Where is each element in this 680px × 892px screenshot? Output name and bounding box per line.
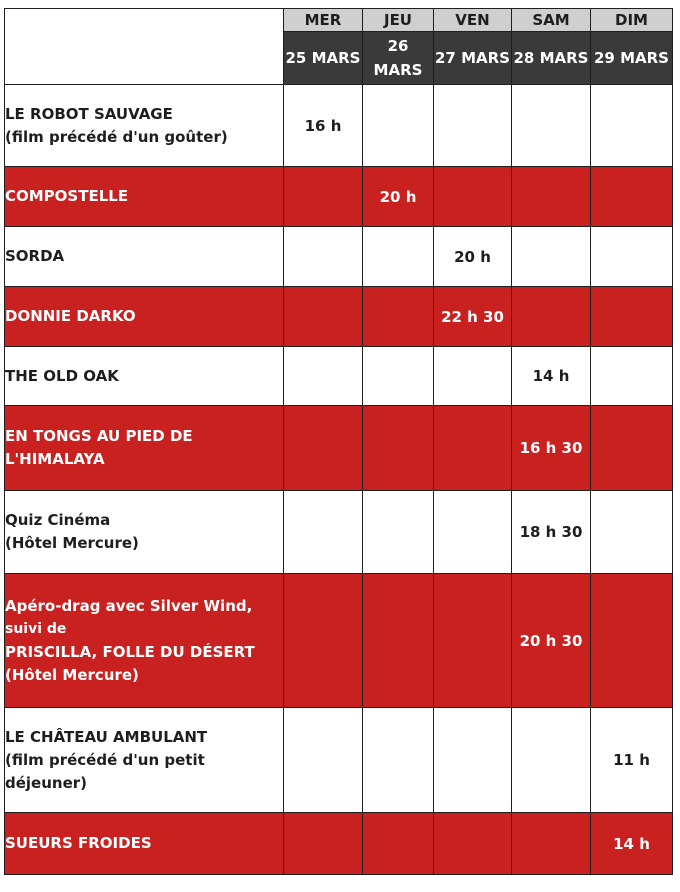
- showtime-cell: [284, 287, 363, 347]
- showtime-cell: [591, 227, 673, 287]
- showtime-cell: 16 h 30: [512, 406, 591, 491]
- film-title-line: COMPOSTELLE: [5, 187, 129, 205]
- showtime-cell: [284, 406, 363, 491]
- showtime-cell: [363, 85, 434, 167]
- showtime-cell: [363, 813, 434, 875]
- film-title-line: déjeuner): [5, 773, 88, 792]
- showtime-cell: [284, 813, 363, 875]
- film-title-line: SORDA: [5, 247, 65, 265]
- showtime-cell: 20 h: [363, 167, 434, 227]
- showtime-cell: [591, 287, 673, 347]
- day-date: 29 MARS: [591, 32, 673, 85]
- showtime-cell: 20 h: [434, 227, 512, 287]
- day-name: DIM: [591, 9, 673, 32]
- showtime-cell: [434, 813, 512, 875]
- film-title-line: (Hôtel Mercure): [5, 665, 139, 684]
- showtime-cell: [591, 347, 673, 406]
- film-title-line: EN TONGS AU PIED DE: [5, 427, 193, 445]
- film-title-cell: [5, 813, 284, 875]
- day-name: SAM: [512, 9, 591, 32]
- showtime-cell: [363, 347, 434, 406]
- film-title-cell: [5, 347, 284, 406]
- film-title-cell: [5, 85, 284, 167]
- showtime-cell: 16 h: [284, 85, 363, 167]
- header-corner: [5, 9, 284, 85]
- day-date: 26 MARS: [363, 32, 434, 85]
- showtime-cell: [591, 574, 673, 708]
- schedule-table: [4, 8, 673, 875]
- schedule-row: [5, 491, 673, 574]
- film-title-cell: [5, 708, 284, 813]
- film-title-line: THE OLD OAK: [5, 366, 119, 385]
- day-date: 28 MARS: [512, 32, 591, 85]
- film-title-line: (film précédé d'un petit: [5, 750, 205, 769]
- schedule-row: [5, 227, 673, 287]
- day-date: 25 MARS: [284, 32, 363, 85]
- film-title-line: Quiz Cinéma: [5, 511, 111, 529]
- showtime-cell: [284, 708, 363, 813]
- showtime-cell: [363, 227, 434, 287]
- showtime-cell: [363, 708, 434, 813]
- showtime-cell: [284, 347, 363, 406]
- showtime-cell: 22 h 30: [434, 287, 512, 347]
- schedule-row: [5, 813, 673, 875]
- showtime-cell: [591, 85, 673, 167]
- showtime-cell: [284, 227, 363, 287]
- showtime-cell: [591, 167, 673, 227]
- showtime-cell: [434, 406, 512, 491]
- film-title-cell: [5, 227, 284, 287]
- showtime-cell: [363, 406, 434, 491]
- film-title-line: (Hôtel Mercure): [5, 534, 139, 552]
- schedule-row: [5, 85, 673, 167]
- showtime-cell: [363, 574, 434, 708]
- film-title-cell: [5, 167, 284, 227]
- day-name: VEN: [434, 9, 512, 32]
- showtime-cell: [363, 491, 434, 574]
- schedule-row: [5, 347, 673, 406]
- day-name: MER: [284, 9, 363, 32]
- showtime-cell: [434, 167, 512, 227]
- showtime-cell: [434, 85, 512, 167]
- showtime-cell: 14 h: [591, 813, 673, 875]
- showtime-cell: [512, 287, 591, 347]
- day-name: JEU: [363, 9, 434, 32]
- schedule-row: [5, 708, 673, 813]
- showtime-cell: [512, 85, 591, 167]
- film-title-line: LE ROBOT SAUVAGE: [5, 104, 173, 123]
- schedule-row: [5, 406, 673, 491]
- day-date: 27 MARS: [434, 32, 512, 85]
- showtime-cell: [284, 491, 363, 574]
- schedule-row: [5, 167, 673, 227]
- film-title-line: (film précédé d'un goûter): [5, 127, 228, 146]
- showtime-cell: [512, 708, 591, 813]
- showtime-cell: [434, 491, 512, 574]
- showtime-cell: [284, 574, 363, 708]
- showtime-cell: [434, 574, 512, 708]
- showtime-cell: 18 h 30: [512, 491, 591, 574]
- showtime-cell: [591, 406, 673, 491]
- film-title-cell: [5, 491, 284, 574]
- film-title-line: Apéro-drag avec Silver Wind,: [5, 596, 253, 615]
- film-title-line: SUEURS FROIDES: [5, 834, 152, 852]
- film-title-cell: [5, 406, 284, 491]
- film-title-line: LE CHÂTEAU AMBULANT: [5, 727, 208, 746]
- showtime-cell: [512, 813, 591, 875]
- showtime-cell: [434, 347, 512, 406]
- schedule-row: [5, 287, 673, 347]
- showtime-cell: [284, 167, 363, 227]
- showtime-cell: 20 h 30: [512, 574, 591, 708]
- showtime-cell: [363, 287, 434, 347]
- showtime-cell: [512, 227, 591, 287]
- film-title-line: PRISCILLA, FOLLE DU DÉSERT: [5, 642, 255, 661]
- showtime-cell: 14 h: [512, 347, 591, 406]
- day-name-row: [5, 9, 673, 32]
- film-title-cell: [5, 574, 284, 708]
- showtime-cell: [591, 491, 673, 574]
- film-title-line: L'HIMALAYA: [5, 450, 105, 468]
- showtime-cell: 11 h: [591, 708, 673, 813]
- showtime-cell: [434, 708, 512, 813]
- showtime-cell: [512, 167, 591, 227]
- film-title-line: suivi de: [5, 620, 67, 637]
- film-title-cell: [5, 287, 284, 347]
- film-title-line: DONNIE DARKO: [5, 307, 136, 325]
- schedule-row: [5, 574, 673, 708]
